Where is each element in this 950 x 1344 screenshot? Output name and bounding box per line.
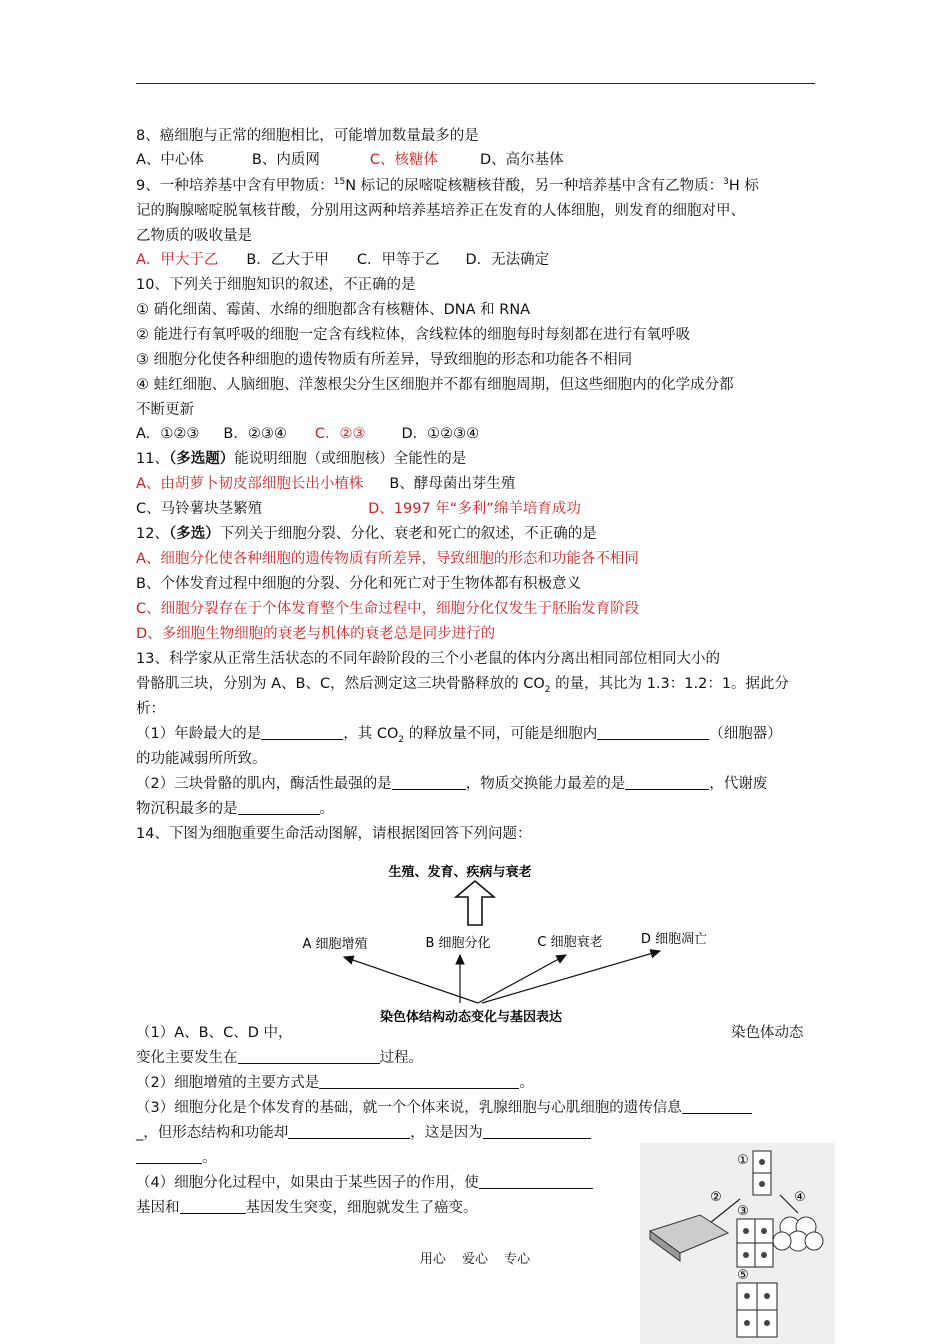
q14-p4-a: （4）细胞分化过程中，如果由于某些因子的作用，使 <box>136 1175 479 1191</box>
q9-option-a: A．甲大于乙 <box>136 252 219 268</box>
answer-blank[interactable] <box>180 1199 246 1214</box>
q14-p3-d: 。 <box>202 1150 217 1166</box>
q9-option-d: D．无法确定 <box>465 252 550 268</box>
cell-nucleus <box>759 1159 765 1165</box>
page-footer: 用心 爱心 专心 <box>419 1252 531 1267</box>
q14-p2-b: 。 <box>519 1075 534 1091</box>
figure-label-2: ② <box>710 1190 722 1205</box>
q14-p1-c: 变化主要发生在 <box>136 1050 238 1066</box>
arrow-to-a <box>344 957 478 1003</box>
stem-cell-figure <box>640 1143 835 1344</box>
q11-stem <box>136 449 466 469</box>
figure-label-4: ④ <box>794 1190 806 1205</box>
q13-line3: 析： <box>136 701 165 717</box>
answer-blank[interactable] <box>319 1074 519 1089</box>
q14-p3-b: _，但形态结构和功能却 <box>136 1125 289 1141</box>
q12-number: 12、 <box>136 526 169 542</box>
q14-part3-end <box>136 1148 217 1168</box>
q10-option-c: C．②③ <box>314 426 366 442</box>
diagram-bottom-label: 染色体结构动态变化与基因表达 <box>379 1010 563 1025</box>
q13-line2-a: 骨骼肌三块，分别为 A、B、C，然后测定这三块骨骼释放的 CO <box>136 676 545 692</box>
q9-option-b: B．乙大于甲 <box>246 252 329 268</box>
figure-label-3: ③ <box>737 1204 749 1219</box>
q8-option-c: C、核糖体 <box>369 152 438 168</box>
q13-p2-d: 物沉积最多的是 <box>136 801 238 817</box>
q13-p1-sub: 2 <box>398 734 405 745</box>
q9-line2: 记的胸腺嘧啶脱氧核苷酸，分别用这两种培养基培养正在发育的人体细胞，则发育的细胞对甲、 <box>136 203 745 219</box>
q14-part4-cont <box>136 1198 478 1218</box>
answer-blank[interactable] <box>483 1124 591 1139</box>
q10-options <box>136 424 479 444</box>
q13-part2-cont <box>136 799 334 819</box>
q12-stem-text: 下列关于细胞分裂、分化、衰老和死亡的叙述，不正确的是 <box>219 526 597 542</box>
q14-part3-cont <box>136 1123 591 1143</box>
diagram-top-label: 生殖、发育、疾病与衰老 <box>388 865 532 880</box>
q11-option-d: D、1997 年“多利”绵羊培育成功 <box>368 501 581 517</box>
q11-option-c: C、马铃薯块茎繁殖 <box>136 501 263 517</box>
q13-p1-d: （细胞器） <box>709 726 782 742</box>
q14-p3-c: ，这是因为 <box>410 1125 483 1141</box>
q8-stem: 8、癌细胞与正常的细胞相比，可能增加数量最多的是 <box>136 128 479 144</box>
q11-tag: （多选题） <box>168 451 235 467</box>
q14-p3-a: （3）细胞分化是个体发育的基础，就一个个体来说，乳腺细胞与心肌细胞的遗传信息 <box>136 1100 682 1116</box>
q14-part4 <box>136 1173 593 1193</box>
q10-statement-4b: 不断更新 <box>136 402 194 418</box>
diagram-label-c: C 细胞衰老 <box>537 935 603 950</box>
q14-p4-c: 基因发生突变，细胞就发生了癌变。 <box>245 1200 478 1216</box>
answer-blank[interactable] <box>136 1149 202 1164</box>
figure-label-1: ① <box>737 1153 749 1168</box>
figure-label-5: ⑤ <box>737 1268 749 1283</box>
q10-option-a: A．①②③ <box>136 426 200 442</box>
header-rule <box>136 83 815 84</box>
q13-part1 <box>136 724 782 744</box>
q8-options <box>136 150 564 170</box>
q13-p2-e: 。 <box>319 801 334 817</box>
q14-p2-a: （2）细胞增殖的主要方式是 <box>136 1075 320 1091</box>
q12-stem <box>136 524 597 544</box>
q12-option-c: C、细胞分裂存在于个体发育整个生命过程中，细胞分化仅发生于胚胎发育阶段 <box>136 601 640 617</box>
q12-option-d: D、多细胞生物细胞的衰老与机体的衰老总是同步进行的 <box>136 626 496 642</box>
q14-part1-right: 染色体动态 <box>731 1025 804 1041</box>
answer-blank[interactable] <box>625 775 709 790</box>
diagram-label-b: B 细胞分化 <box>425 936 491 951</box>
q8-option-b: B、内质网 <box>251 152 320 168</box>
q9-sup1: 15 <box>333 177 346 188</box>
hollow-up-arrow <box>456 881 494 925</box>
cell-column-lower <box>737 1283 777 1337</box>
q13-part2 <box>136 774 767 794</box>
q14-p1-d: 过程。 <box>379 1050 423 1066</box>
answer-blank[interactable] <box>479 1174 593 1189</box>
q14-part1-cont <box>136 1048 423 1068</box>
q13-part1-cont: 的功能减弱所所致。 <box>136 751 267 767</box>
answer-blank[interactable] <box>238 800 320 815</box>
q9-options <box>136 250 549 270</box>
answer-blank[interactable] <box>261 725 343 740</box>
cell-life-activity-diagram <box>290 855 730 1030</box>
cell-nucleus <box>759 1181 765 1187</box>
diagram-label-d: D 细胞凋亡 <box>640 932 708 947</box>
q13-line2 <box>136 674 789 694</box>
q11-option-a: A、由胡萝卜韧皮部细胞长出小植株 <box>136 476 364 492</box>
q10-statement-3: ③ 细胞分化使各种细胞的遗传物质有所差异，导致细胞的形态和功能各不相同 <box>136 352 633 368</box>
q10-option-d: D．①②③④ <box>401 426 480 442</box>
q11-options-cd <box>136 499 581 519</box>
q9-sup2: 3 <box>723 177 729 188</box>
q13-co2-sub: 2 <box>544 684 551 695</box>
q13-line1: 13、科学家从正常生活状态的不同年龄阶段的三个小老鼠的体内分离出相同部位相同大小的 <box>136 651 720 667</box>
answer-blank[interactable] <box>238 1049 380 1064</box>
answer-blank[interactable] <box>682 1099 752 1114</box>
q9-line1-c: H 标 <box>728 178 759 194</box>
q13-p2-a: （2）三块骨骼的肌内，酶活性最强的是 <box>136 776 392 792</box>
answer-blank[interactable] <box>392 775 466 790</box>
q8-option-a: A、中心体 <box>136 152 204 168</box>
q9-line1-b: N 标记的尿嘧啶核糖核苷酸，另一种培养基中含有乙物质： <box>345 178 724 194</box>
q14-part1: （1）A、B、C、D 中， <box>136 1025 293 1041</box>
q11-options-ab <box>136 474 515 494</box>
q9-line3: 乙物质的吸收量是 <box>136 228 252 244</box>
q12-tag: （多选） <box>168 526 220 542</box>
q8-option-d: D、高尔基体 <box>480 152 564 168</box>
q13-p1-a: （1）年龄最大的是 <box>136 726 262 742</box>
q14-part2 <box>136 1073 534 1093</box>
q11-option-b: B、酵母菌出芽生殖 <box>389 476 516 492</box>
q11-stem-text: 能说明细胞（或细胞核）全能性的是 <box>234 451 467 467</box>
diagram-label-a: A 细胞增殖 <box>302 937 368 952</box>
q9-option-c: C．甲等于乙 <box>356 252 440 268</box>
q10-option-b: B．②③④ <box>223 426 287 442</box>
q10-statement-1: ① 硝化细菌、霉菌、水绵的细胞都含有核糖体、DNA 和 RNA <box>136 302 531 318</box>
q12-option-a: A、细胞分化使各种细胞的遗传物质有所差异，导致细胞的形态和功能各不相同 <box>136 551 639 567</box>
q12-option-b: B、个体发育过程中细胞的分裂、分化和死亡对于生物体都有积极意义 <box>136 576 581 592</box>
answer-blank[interactable] <box>597 725 709 740</box>
answer-blank[interactable] <box>288 1124 410 1139</box>
q10-statement-2: ② 能进行有氧呼吸的细胞一定含有线粒体，含线粒体的细胞每时每刻都在进行有氧呼吸 <box>136 327 691 343</box>
q13-p2-c: ，代谢废 <box>709 776 768 792</box>
arrow-to-c <box>478 955 566 1003</box>
q13-p2-b: ，物质交换能力最差的是 <box>465 776 626 792</box>
q9-line1-a: 9、一种培养基中含有甲物质： <box>136 178 334 194</box>
q10-statement-4a: ④ 蛙红细胞、人脑细胞、洋葱根尖分生区细胞并不都有细胞周期，但这些细胞内的化学成分都 <box>136 377 734 393</box>
arrow-to-d <box>482 951 660 1003</box>
q11-number: 11、 <box>136 451 169 467</box>
q10-stem: 10、下列关于细胞知识的叙述，不正确的是 <box>136 277 416 293</box>
q13-line2-b: 的量，其比为 1.3：1.2：1。据此分 <box>550 676 790 692</box>
q14-part3 <box>136 1098 752 1118</box>
q9-line1 <box>136 176 759 196</box>
q14-p4-b: 基因和 <box>136 1200 180 1216</box>
q13-p1-c: 的释放量不同，可能是细胞内 <box>404 726 598 742</box>
q14-stem: 14、下图为细胞重要生命活动图解，请根据图回答下列问题： <box>136 826 532 842</box>
q13-p1-b: ，其 CO <box>343 726 399 742</box>
